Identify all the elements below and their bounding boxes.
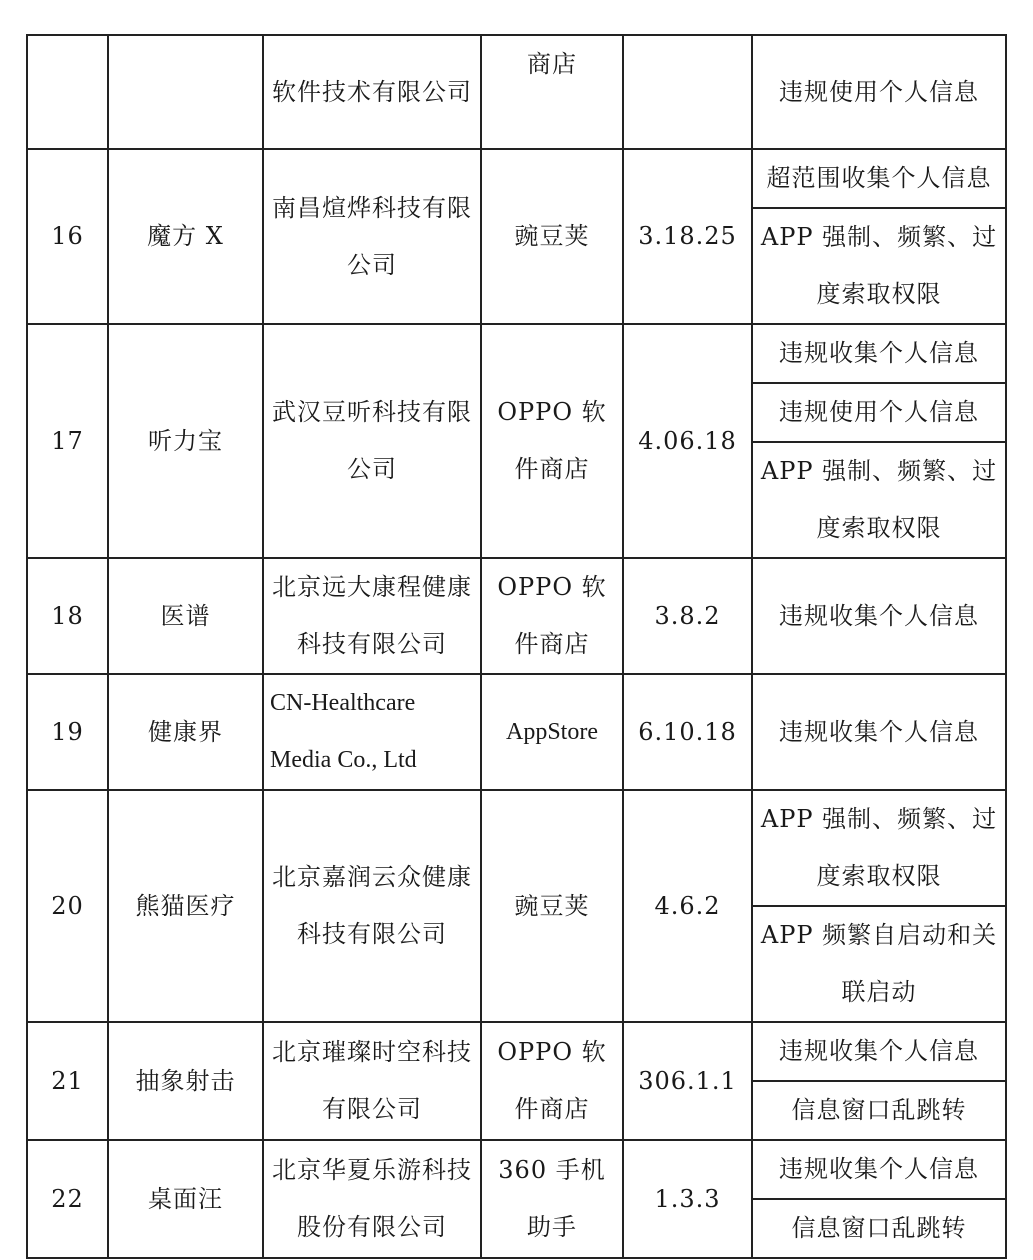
company-cell: 南昌煊烨科技有限公司	[263, 149, 481, 324]
app-name-cell: 桌面汪	[108, 1140, 263, 1258]
version-cell: 3.18.25	[623, 149, 752, 324]
issue-cell: 违规收集个人信息	[752, 558, 1006, 674]
company-cell: 北京华夏乐游科技股份有限公司	[263, 1140, 481, 1258]
store-cell: 豌豆荚	[481, 149, 623, 324]
issue-cell: 信息窗口乱跳转	[752, 1199, 1006, 1258]
store-cell: OPPO 软件商店	[481, 1022, 623, 1140]
company-cell: 软件技术有限公司	[263, 35, 481, 149]
issue-cell: 违规收集个人信息	[752, 674, 1006, 790]
row-number-cell	[27, 35, 108, 149]
app-name-cell: 医谱	[108, 558, 263, 674]
app-name-cell: 抽象射击	[108, 1022, 263, 1140]
company-cell: 北京嘉润云众健康科技有限公司	[263, 790, 481, 1022]
issue-cell: APP 频繁自启动和关联启动	[752, 906, 1006, 1022]
issue-cell: 违规收集个人信息	[752, 1022, 1006, 1081]
version-cell: 1.3.3	[623, 1140, 752, 1258]
store-cell: OPPO 软件商店	[481, 324, 623, 558]
row-number-cell: 22	[27, 1140, 108, 1258]
version-cell: 6.10.18	[623, 674, 752, 790]
company-cell: 武汉豆听科技有限公司	[263, 324, 481, 558]
issue-cell: 违规收集个人信息	[752, 324, 1006, 383]
store-cell: AppStore	[481, 674, 623, 790]
row-number-cell: 16	[27, 149, 108, 324]
version-cell	[623, 35, 752, 149]
app-name-cell	[108, 35, 263, 149]
table-row	[27, 35, 1006, 149]
issue-cell: 信息窗口乱跳转	[752, 1081, 1006, 1140]
issue-cell: 违规使用个人信息	[752, 383, 1006, 442]
table-row	[27, 558, 1006, 674]
version-cell: 4.06.18	[623, 324, 752, 558]
issue-cell: 超范围收集个人信息	[752, 149, 1006, 208]
company-cell: CN-Healthcare Media Co., Ltd	[263, 674, 481, 790]
table-row	[27, 149, 1006, 208]
store-cell: OPPO 软件商店	[481, 558, 623, 674]
store-cell: 豌豆荚	[481, 790, 623, 1022]
issue-cell: 违规收集个人信息	[752, 1140, 1006, 1199]
company-cell: 北京璀璨时空科技有限公司	[263, 1022, 481, 1140]
app-name-cell: 熊猫医疗	[108, 790, 263, 1022]
company-cell: 北京远大康程健康科技有限公司	[263, 558, 481, 674]
table-row	[27, 324, 1006, 383]
store-cell: 360 手机助手	[481, 1140, 623, 1258]
app-name-cell: 魔方 X	[108, 149, 263, 324]
row-number-cell: 20	[27, 790, 108, 1022]
issue-cell: APP 强制、频繁、过度索取权限	[752, 442, 1006, 558]
version-cell: 306.1.1	[623, 1022, 752, 1140]
app-violation-table	[26, 34, 1007, 1259]
row-number-cell: 19	[27, 674, 108, 790]
row-number-cell: 18	[27, 558, 108, 674]
app-name-cell: 健康界	[108, 674, 263, 790]
table-row	[27, 1022, 1006, 1081]
issue-cell: 违规使用个人信息	[752, 35, 1006, 149]
table-row	[27, 1140, 1006, 1199]
row-number-cell: 21	[27, 1022, 108, 1140]
store-cell: 商店	[481, 35, 623, 149]
version-cell: 3.8.2	[623, 558, 752, 674]
issue-cell: APP 强制、频繁、过度索取权限	[752, 790, 1006, 906]
app-name-cell: 听力宝	[108, 324, 263, 558]
version-cell: 4.6.2	[623, 790, 752, 1022]
table-row	[27, 790, 1006, 906]
table-row	[27, 674, 1006, 790]
issue-cell: APP 强制、频繁、过度索取权限	[752, 208, 1006, 324]
row-number-cell: 17	[27, 324, 108, 558]
